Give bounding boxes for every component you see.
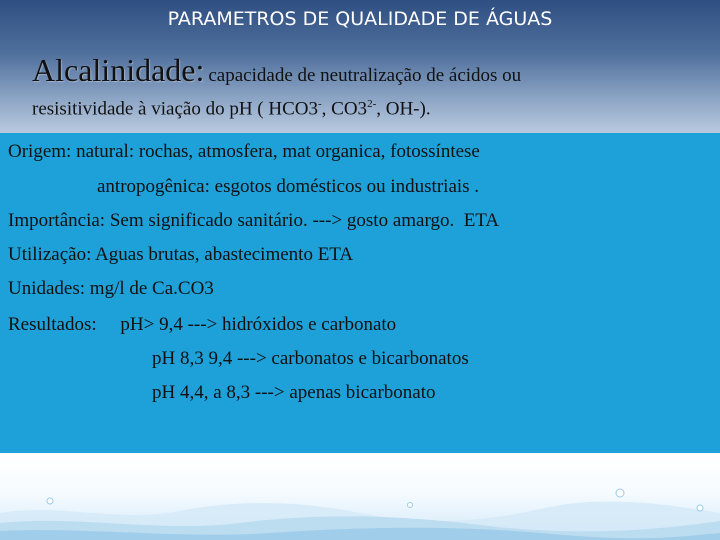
- heading-definition: capacidade de neutralização de ácidos ou: [208, 65, 522, 86]
- origem-line: Origem: natural: rochas, atmosfera, mat organica, fotossíntese: [8, 141, 480, 162]
- importancia-line: Importância: Sem significado sanitário. ---> gosto amargo. ETA: [8, 210, 500, 231]
- subheading-part-3: , OH-).: [376, 98, 431, 120]
- water-footer-image: [0, 453, 720, 540]
- subheading-part-2: , CO3: [321, 98, 368, 120]
- origem-continuation-line: antropogênica: esgotos domésticos ou industriais .: [97, 176, 480, 197]
- resultados-line-2: pH 8,3 9,4 ---> carbonatos e bicarbonatos: [152, 348, 469, 369]
- resultados-line-3: pH 4,4, a 8,3 ---> apenas bicarbonato: [152, 382, 436, 403]
- subheading-part-1: resisitividade à viação do pH ( HCO3: [32, 98, 318, 120]
- heading-continuation: [32, 98, 431, 120]
- unidades-line: Unidades: mg/l de Ca.CO3: [8, 278, 214, 299]
- heading-term: Alcalinidade:: [32, 52, 205, 88]
- water-wave-graphic: [0, 453, 720, 540]
- subheading-superscript-1: -: [317, 98, 322, 110]
- slide-header: [0, 0, 720, 133]
- heading-line: [32, 52, 521, 89]
- subheading-superscript-2: 2-: [367, 98, 377, 110]
- utilizacao-line: Utilização: Aguas brutas, abastecimento ETA: [8, 244, 354, 265]
- content-box: [0, 133, 720, 453]
- resultados-line: Resultados: pH> 9,4 ---> hidróxidos e carbonato: [8, 314, 397, 335]
- slide-title: PARAMETROS DE QUALIDADE DE ÁGUAS: [167, 8, 553, 30]
